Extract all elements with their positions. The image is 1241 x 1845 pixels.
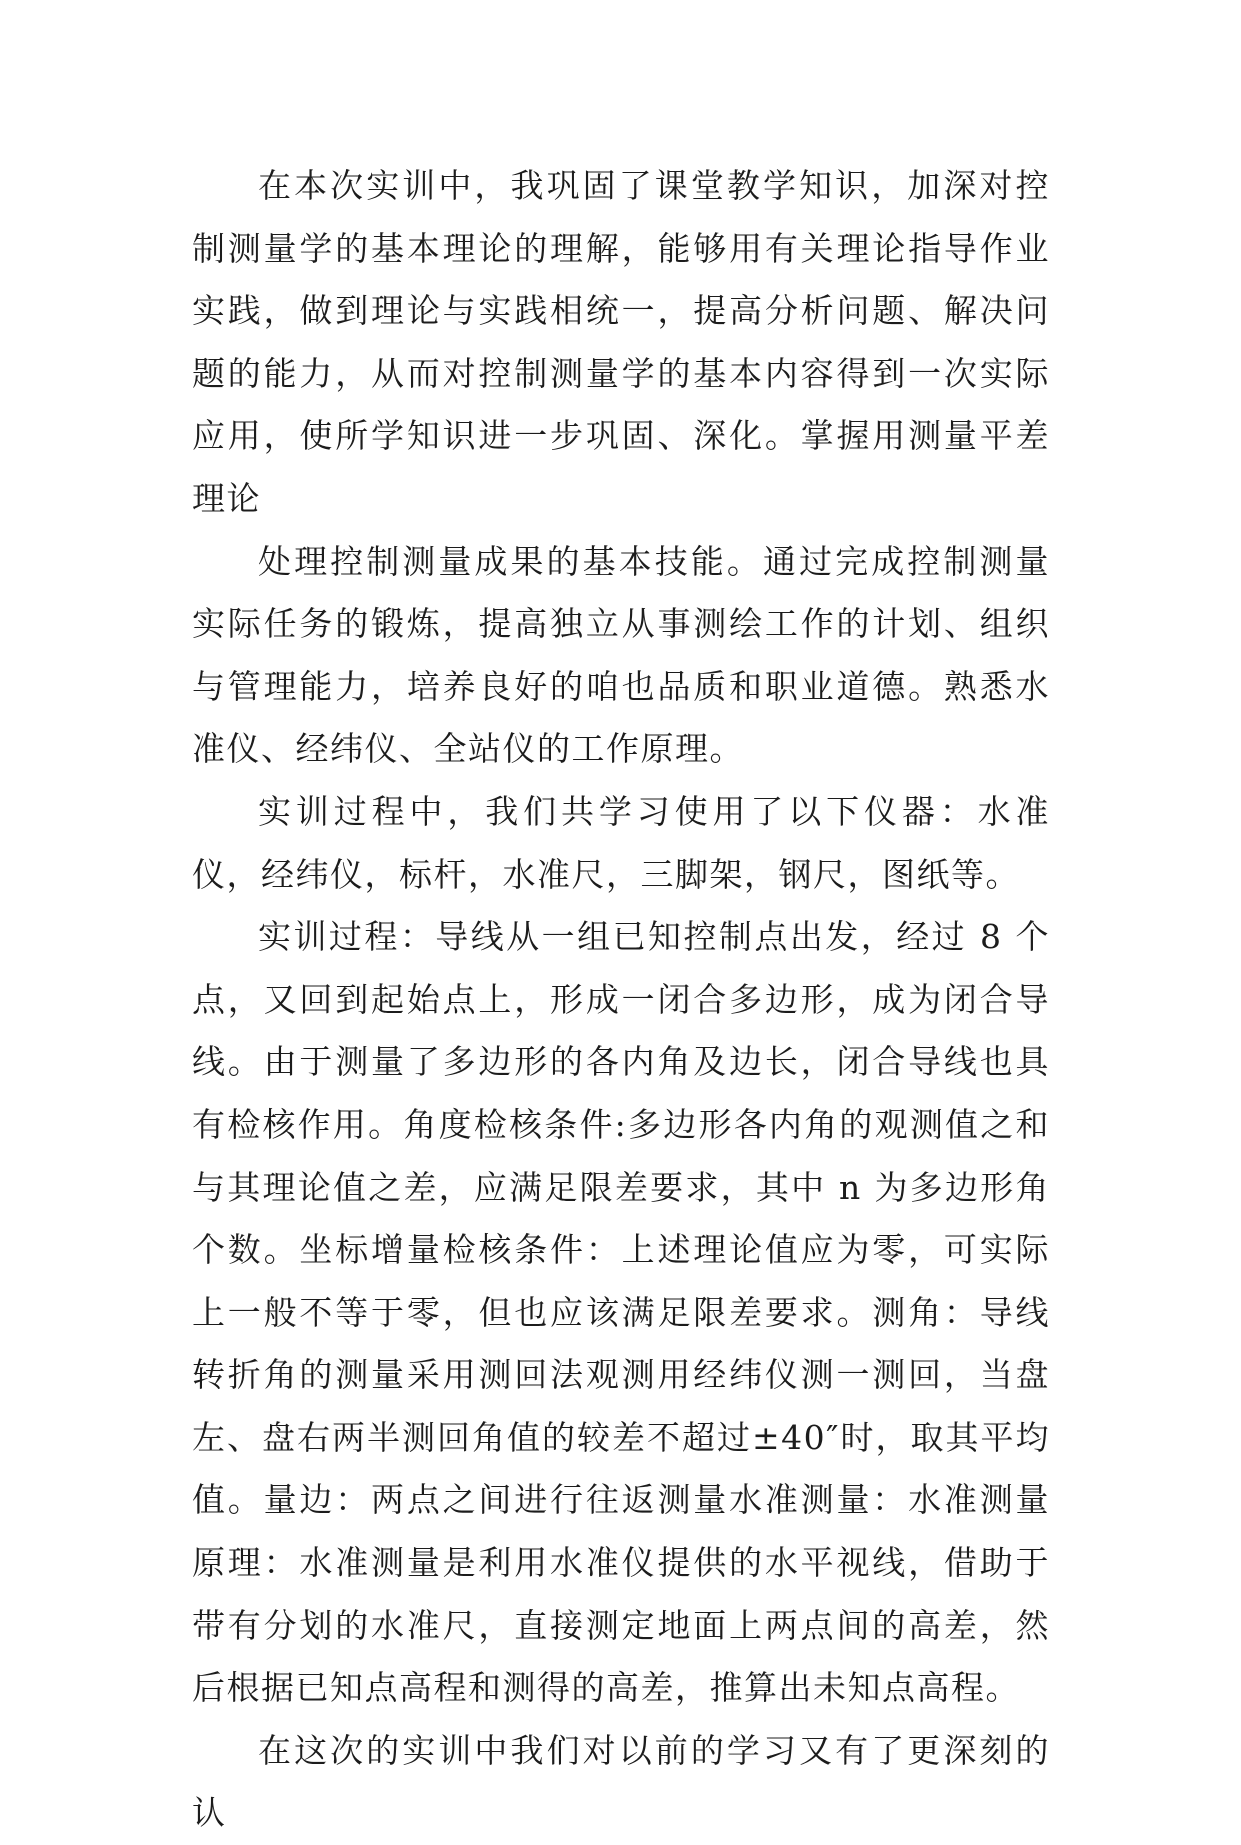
paragraph-3: 实训过程中，我们共学习使用了以下仪器：水准仪，经纬仪，标杆，水准尺，三脚架，钢尺，图纸等。	[192, 791, 1050, 894]
paragraph-4: 实训过程：导线从一组已知控制点出发，经过 8 个点，又回到起始点上，形成一闭合多边形，成为闭合导线。由于测量了多边形的各内角及边长，闭合导线也具有检核作用。角度检核条件:多边形各内角的观测值之和与其理论值之差，应满足限差要求，其中 n 为多边形角个数。坐标增量检核条件：上述理论值应为零，可实际上一般不等于零，但也应该满足限差要求。测角：导线转折角的测量采用测回法观测用经纬仪测一测回，当盘左、盘右两半测回角值的较差不超过±40″时，取其平均值。量边：两点之间进行往返测量水准测量：水准测量原理：水准测量是利用水准仪提供的水平视线，借助于带有分划的水准尺，直接测定地面上两点间的高差，然后根据已知点高程和测得的高差，推算出未知点高程。	[192, 917, 1050, 1708]
paragraph-2: 处理控制测量成果的基本技能。通过完成控制测量实际任务的锻炼，提高独立从事测绘工作的计划、组织与管理能力，培养良好的咱也品质和职业道德。熟悉水准仪、经纬仪、全站仪的工作原理。	[192, 541, 1050, 769]
paragraph-1: 在本次实训中，我巩固了课堂教学知识，加深对控制测量学的基本理论的理解，能够用有关理论指导作业实践，做到理论与实践相统一，提高分析问题、解决问题的能力，从而对控制测量学的基本内容得到一次实际应用，使所学知识进一步巩固、深化。掌握用测量平差理论	[192, 166, 1050, 518]
paragraph-5: 在这次的实训中我们对以前的学习又有了更深刻的认	[192, 1730, 1050, 1833]
document-body	[192, 155, 1050, 1845]
